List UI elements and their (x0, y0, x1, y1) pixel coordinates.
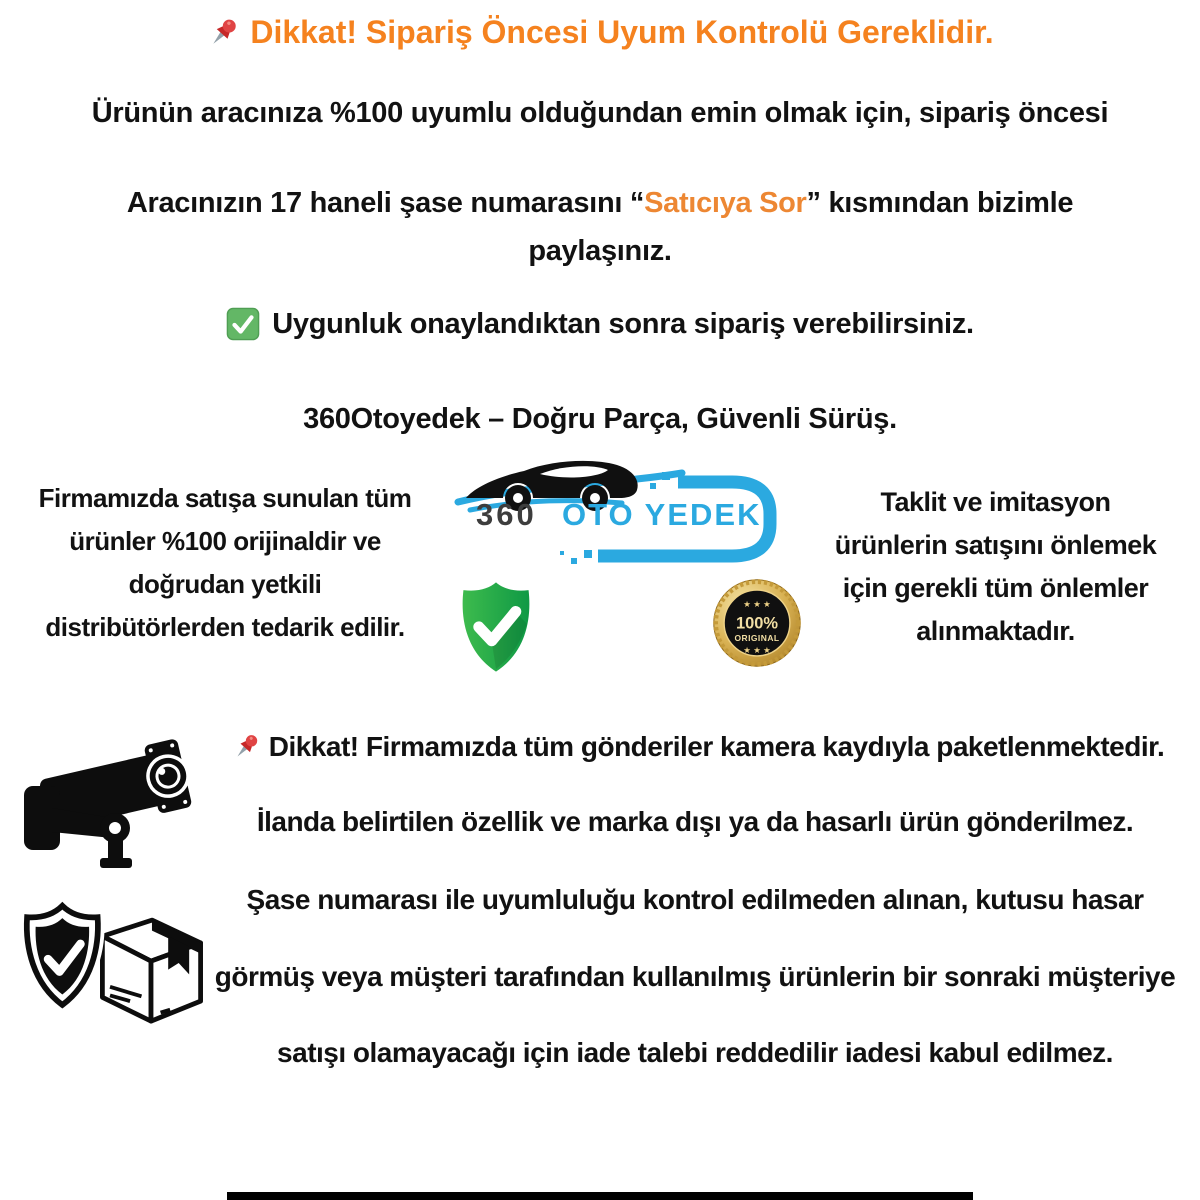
right-line: ürünlerin satışını önlemek (834, 530, 1157, 560)
left-line: doğrudan yetkili (128, 569, 322, 599)
intro-line-1: Ürünün aracınıza %100 uyumlu olduğundan emin olmak için, sipariş öncesi (91, 97, 1109, 129)
left-line: distribütörlerden tedarik edilir. (45, 612, 405, 642)
intro-line-3: paylaşınız. (528, 235, 672, 267)
header-title-row (0, 14, 1200, 51)
confirm-row (0, 307, 1200, 341)
confirm-text: Uygunluk onaylandıktan sonra sipariş verebilirsiniz. (272, 307, 974, 340)
green-checkbox-icon (226, 307, 260, 341)
badge-label: ORIGINAL (734, 632, 780, 643)
right-line: alınmaktadır. (916, 616, 1075, 646)
right-line: için gerekli tüm önlemler (842, 573, 1149, 603)
page-title: Dikkat! Sipariş Öncesi Uyum Kontrolü Gereklidir. (250, 14, 994, 50)
left-line: Firmamızda satışa sunulan tüm (38, 483, 412, 513)
notice-line-4: görmüş veya müşteri tarafından kullanılmış ürünlerin bir sonraki müşteriye (214, 961, 1176, 992)
logo-name: OTO YEDEK (562, 497, 762, 532)
verified-shield-icon (452, 579, 540, 675)
notice-camera-row (195, 731, 1200, 763)
right-line: Taklit ve imitasyon (880, 487, 1111, 517)
logo-number: 360 (476, 497, 537, 532)
notice-line-1: Dikkat! Firmamızda tüm gönderiler kamera kaydıyla paketlenmektedir. (268, 731, 1165, 762)
check-shield (27, 906, 98, 1005)
notice-line-2: İlanda belirtilen özellik ve marka dışı ya da hasarlı ürün gönderilmez. (256, 806, 1134, 837)
brand-slogan: 360Otoyedek – Doğru Parça, Güvenli Sürüş. (303, 403, 897, 435)
intro-line-2-post: ” kısmından bizimle (806, 187, 1074, 219)
intro-line-2-pre: Aracınızın 17 haneli şase numarasını “ (126, 187, 645, 219)
notice-line-5: satışı olamayacağı için iade talebi reddedilir iadesi kabul edilmez. (277, 1037, 1113, 1068)
original-badge-icon (710, 576, 804, 670)
pushpin-icon (231, 732, 261, 762)
bottom-divider-bar (227, 1192, 973, 1200)
badge-percent: 100% (735, 614, 779, 633)
protected-parcel-icon (8, 893, 213, 1053)
badge-stars-top: ★ ★ ★ (743, 599, 771, 610)
notice-line-3: Şase numarası ile uyumluluğu kontrol edilmeden alınan, kutusu hasar (246, 884, 1144, 915)
left-line: ürünler %100 orijinaldir ve (69, 526, 381, 556)
pushpin-icon (206, 16, 240, 50)
intro-line-2 (0, 187, 1200, 220)
badge-stars-bottom: ★ ★ ★ (743, 645, 771, 656)
right-text-block (803, 481, 1188, 653)
ask-seller-highlight: Satıcıya Sor (644, 187, 807, 219)
left-text-block (0, 477, 450, 649)
security-camera-icon (12, 722, 202, 880)
